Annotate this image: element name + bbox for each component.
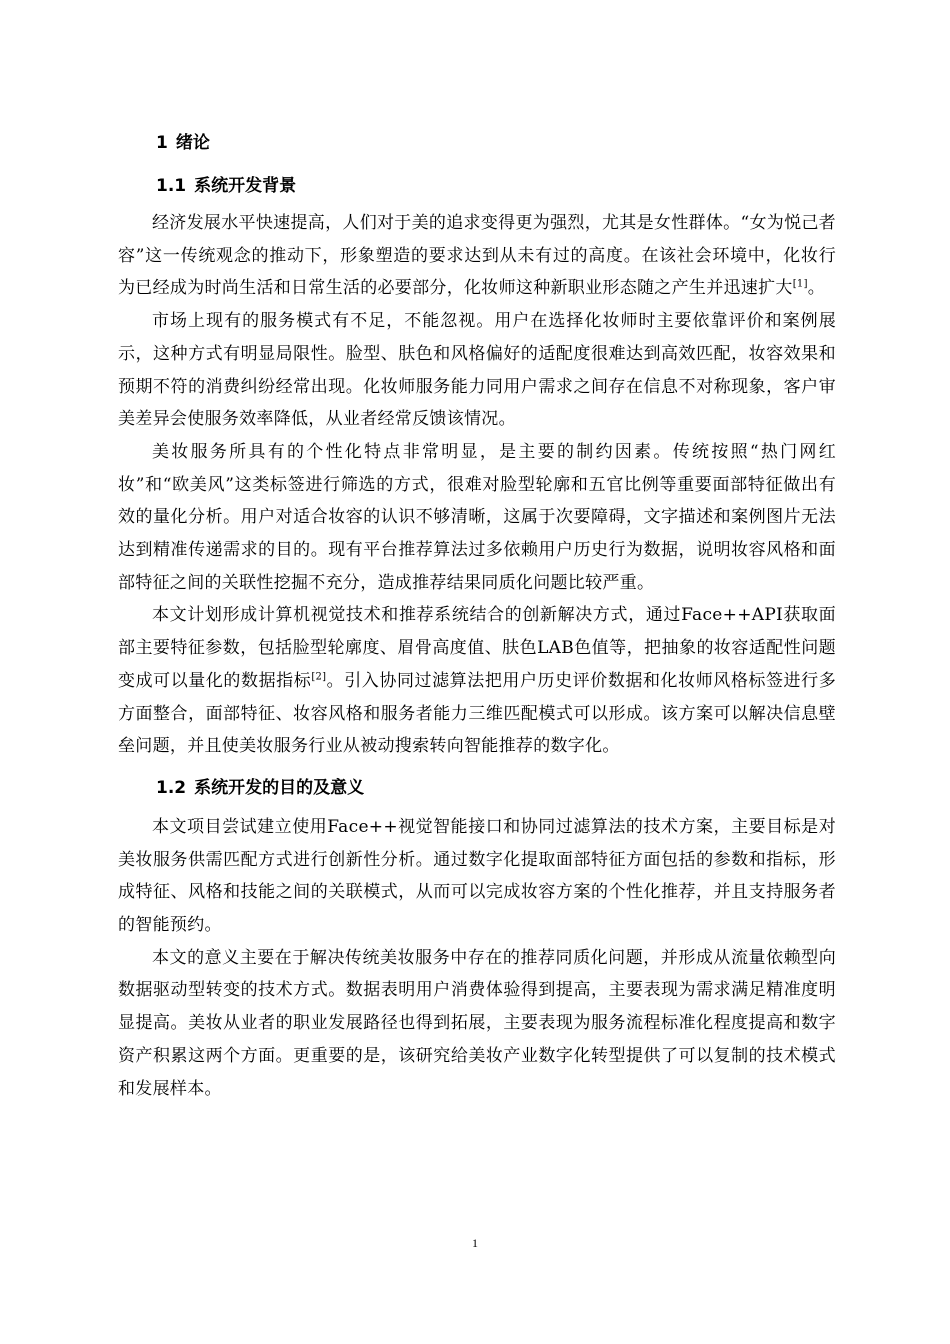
paragraph-tail: 。引入协同过滤算法把用户历史评价数据和化妆师风格标签进行多方面整合，面部特征、妆容风格和服务者能力三维匹配模式可以形成。该方案可以解决信息壁垒问题，并且使美妆服务行业从被动搜索转向智能推荐的数字化。 — [118, 670, 836, 757]
paragraph-background-4 — [118, 599, 836, 763]
paragraph-purpose-1: 本文项目尝试建立使用Face++视觉智能接口和协同过滤算法的技术方案，主要目标是对美妆服务供需匹配方式进行创新性分析。通过数字化提取面部特征方面包括的参数和指标，形成特征、风格和技能之间的关联模式，从而可以完成妆容方案的个性化推荐，并且支持服务者的智能预约。 — [118, 816, 836, 936]
page-number: 1 — [472, 1236, 478, 1250]
paragraph-background-3: 美妆服务所具有的个性化特点非常明显，是主要的制约因素。传统按照“热门网红妆”和“欧美风”这类标签进行筛选的方式，很难对脸型轮廓和五官比例等重要面部特征做出有效的量化分析。用户对适合妆容的认识不够清晰，这属于次要障碍，文字描述和案例图片无法达到精准传递需求的目的。现有平台推荐算法过多依赖用户历史行为数据，说明妆容风格和面部特征之间的关联性挖掘不充分，造成推荐结果同质化问题比较严重。 — [118, 441, 836, 593]
page-body — [118, 128, 836, 1105]
citation-ref[interactable]: [1] — [792, 278, 808, 290]
paragraph-text: 本文计划形成计算机视觉技术和推荐系统结合的创新解决方式，通过Face++API获取面部主要特征参数，包括脸型轮廓度、眉骨高度值、肤色LAB色值等，把抽象的妆容适配性问题变成可以量化的数据指标 — [118, 605, 836, 691]
section-title: 系统开发背景 — [194, 176, 297, 196]
paragraph-purpose-2: 本文的意义主要在于解决传统美妆服务中存在的推荐同质化问题，并形成从流量依赖型向数据驱动型转变的技术方式。数据表明用户消费体验得到提高，主要表现为需求满足精准度明显提高。美妆从业者的职业发展路径也得到拓展，主要表现为服务流程标准化程度提高和数字资产积累这两个方面。更重要的是，该研究给美妆产业数字化转型提供了可以复制的技术模式和发展样本。 — [118, 947, 836, 1099]
paragraph-background-2: 市场上现有的服务模式有不足，不能忽视。用户在选择化妆师时主要依靠评价和案例展示，这种方式有明显局限性。脸型、肤色和风格偏好的适配度很难达到高效匹配，妆容效果和预期不符的消费纠纷经常出现。化妆师服务能力同用户需求之间存在信息不对称现象，客户审美差异会使服务效率降低，从业者经常反馈该情况。 — [118, 311, 836, 430]
chapter-number: 1 — [156, 133, 168, 153]
section-title: 系统开发的目的及意义 — [194, 777, 365, 798]
paragraph-tail: 。 — [807, 278, 826, 299]
section-number: 1.1 — [156, 176, 187, 196]
section-heading-1-1 — [156, 171, 836, 201]
chapter-title: 绪论 — [175, 133, 210, 153]
paragraph-background-1 — [118, 207, 836, 305]
citation-ref[interactable]: [2] — [311, 671, 327, 683]
section-heading-1-2 — [156, 773, 836, 803]
paragraph-text: 经济发展水平快速提高，人们对于美的追求变得更为强烈，尤其是女性群体。“女为悦己者容”这一传统观念的推动下，形象塑造的要求达到从未有过的高度。在该社会环境中，化妆行为已经成为时尚生活和日常生活的必要部分，化妆师这种新职业形态随之产生并迅速扩大 — [118, 213, 836, 299]
chapter-heading — [156, 128, 836, 158]
section-number: 1.2 — [156, 777, 187, 798]
